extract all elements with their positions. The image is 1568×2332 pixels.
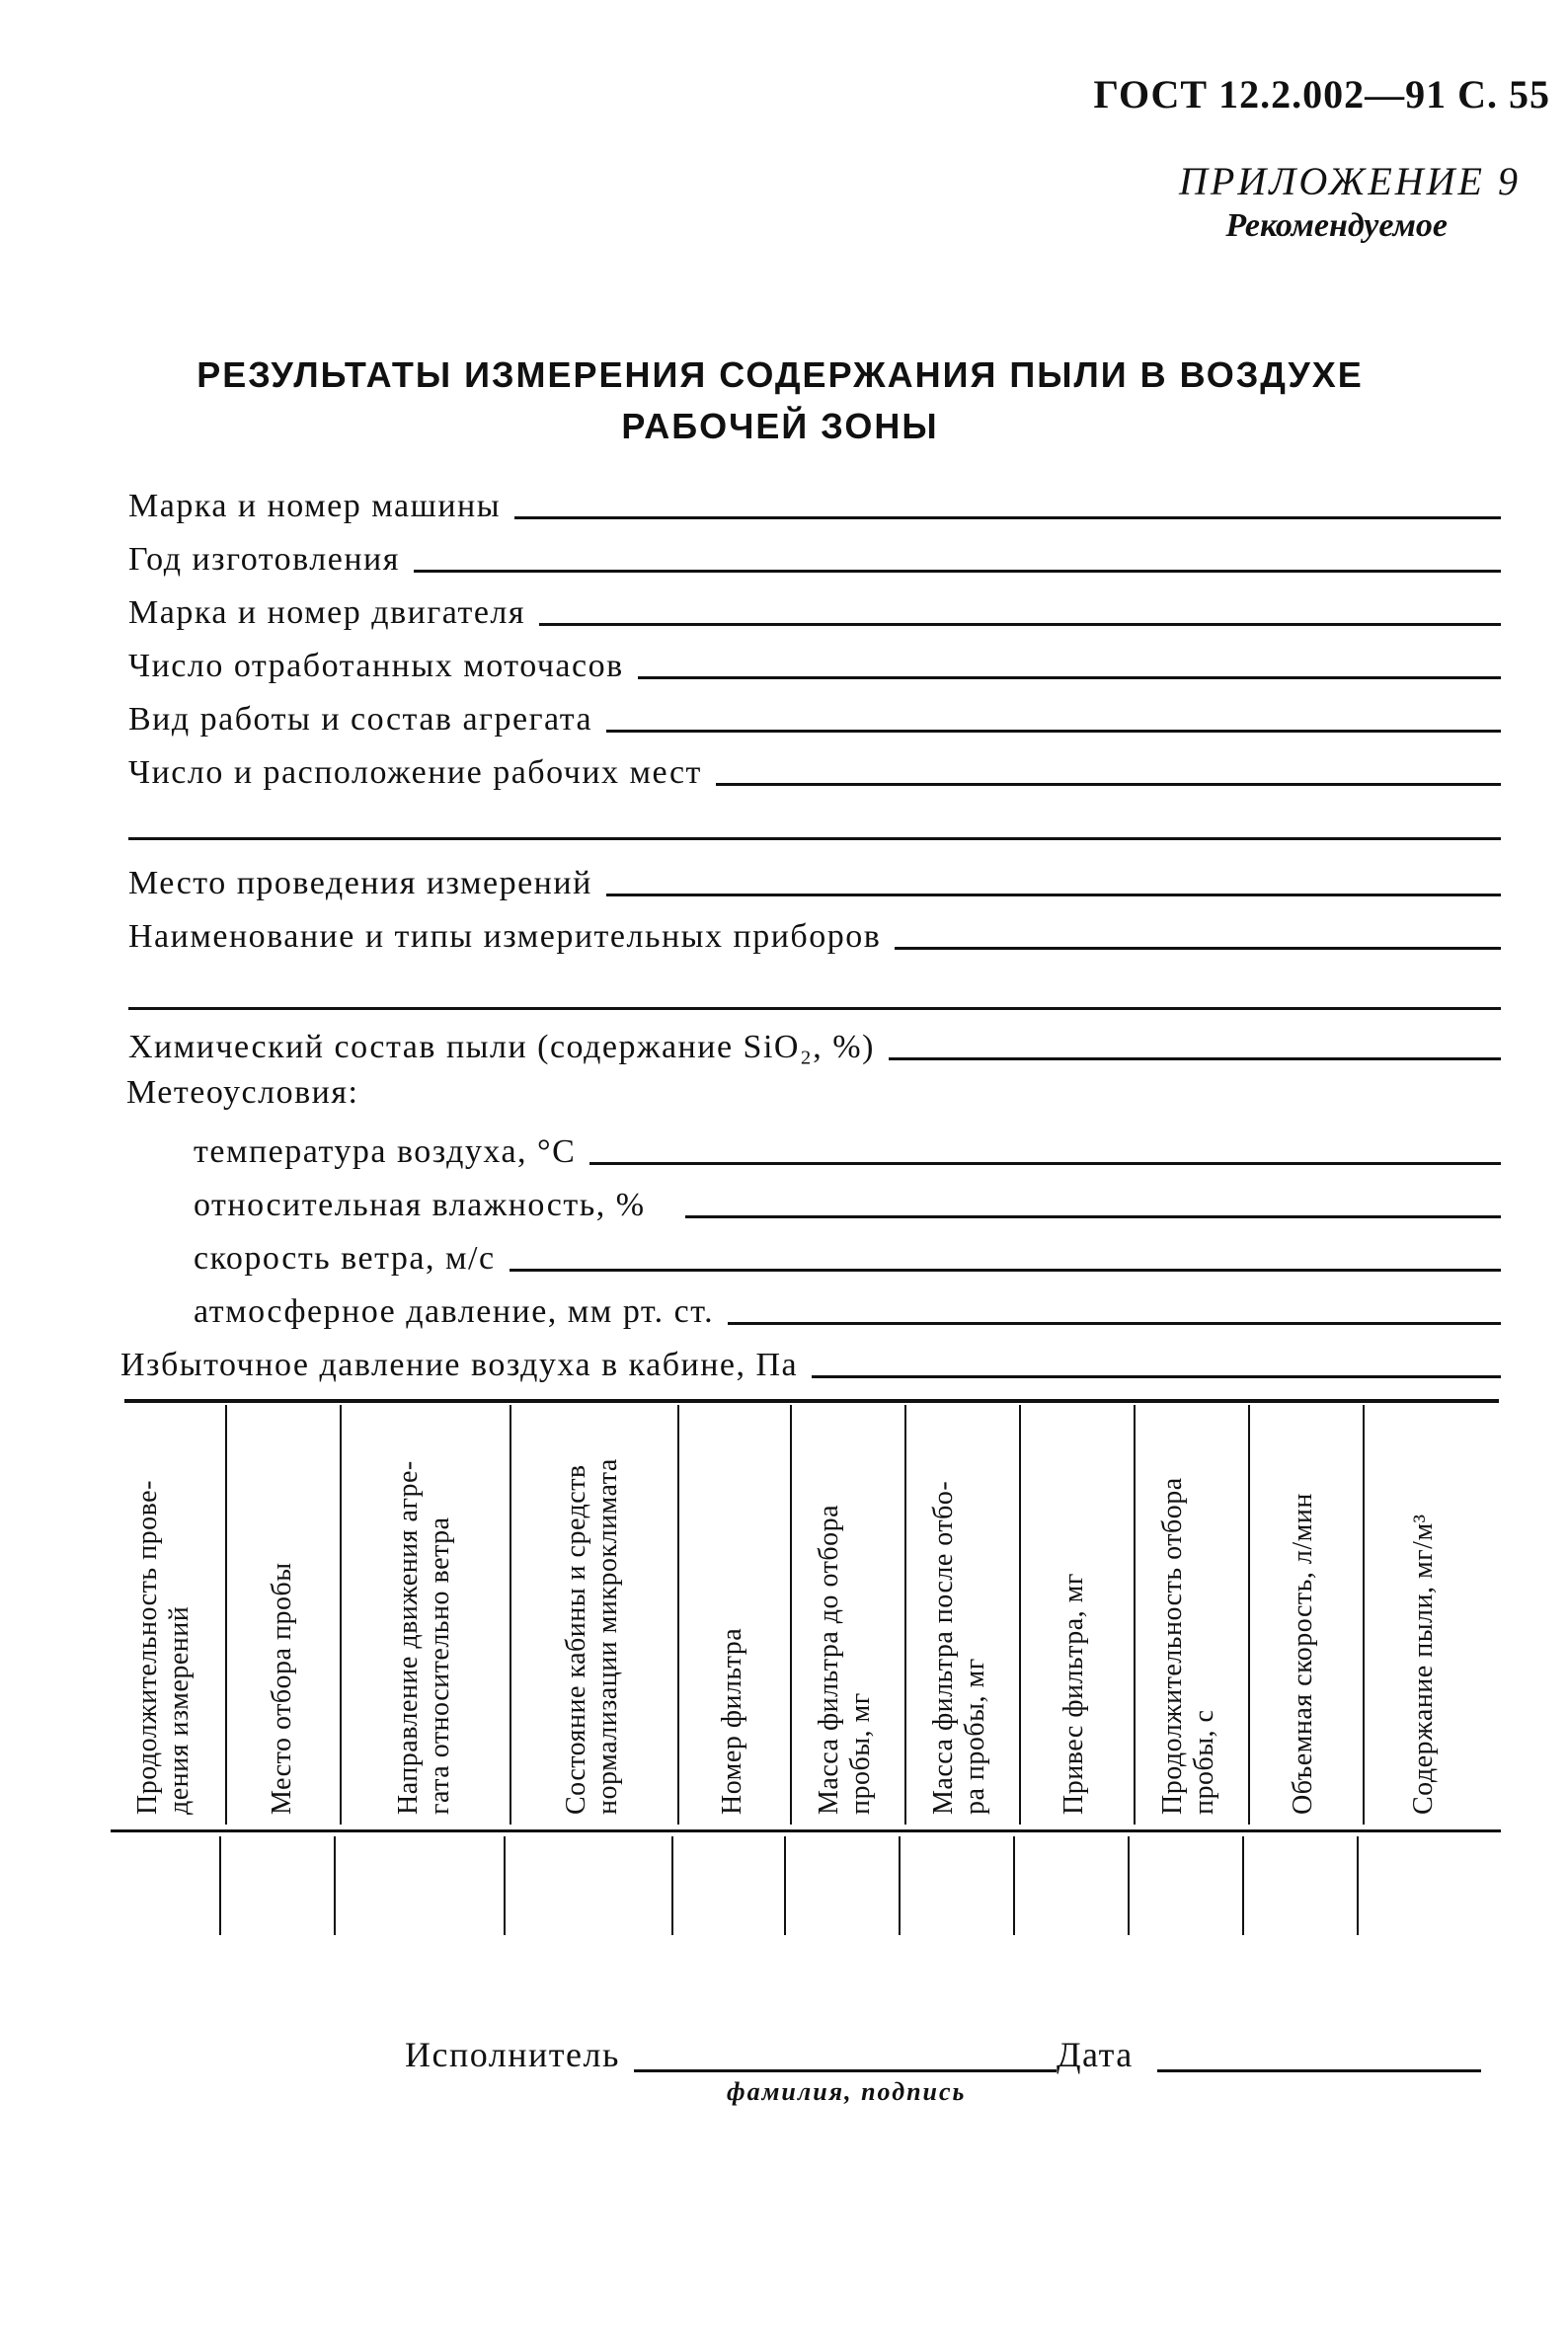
- title-line-1: РЕЗУЛЬТАТЫ ИЗМЕРЕНИЯ СОДЕРЖАНИЯ ПЫЛИ В ВОЗДУХЕ: [196, 354, 1364, 395]
- field-humidity-label: относительная влажность, %: [194, 1187, 646, 1223]
- executor-signature-line[interactable]: [634, 2069, 1057, 2072]
- table-col-cell: [792, 1410, 902, 1815]
- field-place-label: Место проведения измерений: [128, 865, 592, 901]
- field-work-blank[interactable]: [606, 730, 1501, 733]
- field-year-label: Год изготовления: [128, 541, 400, 578]
- field-overpressure-label: Избыточное давление воздуха в кабине, Па: [120, 1347, 799, 1383]
- table-col-cell: [1021, 1410, 1132, 1815]
- table-body-divider: [899, 1836, 901, 1935]
- table-col-header: Масса фильтра после отбо- ра пробы, мг: [928, 1480, 990, 1815]
- table-col-header: Содержание пыли, мг/м³: [1408, 1514, 1439, 1815]
- table-body-divider: [1013, 1836, 1015, 1935]
- field-pressure: [194, 1287, 1501, 1331]
- table-body-divider: [1128, 1836, 1130, 1935]
- table-col-header: Направление движения агре- гата относительно ветра: [393, 1460, 455, 1815]
- field-workplaces-label: Число и расположение рабочих мест: [128, 754, 702, 791]
- field-humidity-blank[interactable]: [685, 1215, 1501, 1218]
- field-year-blank[interactable]: [414, 570, 1501, 573]
- table-body-divider: [219, 1836, 221, 1935]
- field-chem-label: Химический состав пыли (содержание SiO₂, %): [128, 1029, 875, 1065]
- field-pressure-label: атмосферное давление, мм рт. ст.: [194, 1293, 715, 1330]
- table-col-cell: [1136, 1410, 1246, 1815]
- table-top-rule: [124, 1399, 1499, 1403]
- table-col-cell: [1250, 1410, 1361, 1815]
- table-col-header: Состояние кабины и средств нормализации микроклимата: [561, 1458, 623, 1815]
- appendix-label: ПРИЛОЖЕНИЕ 9: [1179, 159, 1521, 203]
- table-col-header: Масса фильтра до отбора пробы, мг: [814, 1504, 876, 1815]
- table-col-header: Продолжительность отбора пробы, с: [1157, 1477, 1219, 1815]
- table-col-cell: [342, 1410, 508, 1815]
- date-line[interactable]: [1157, 2069, 1481, 2072]
- field-workplaces-blank-2[interactable]: [128, 837, 1501, 840]
- table-col-cell: [227, 1410, 338, 1815]
- table-body-divider: [1242, 1836, 1244, 1935]
- table-col-header: Место отбора пробы: [267, 1562, 297, 1815]
- field-instruments-label: Наименование и типы измерительных приборов: [128, 918, 882, 955]
- table-body-divider: [504, 1836, 506, 1935]
- field-workplaces: [128, 748, 1501, 792]
- meteo-heading: Метеоусловия:: [126, 1074, 359, 1111]
- field-humidity: [194, 1181, 1501, 1224]
- table-body-divider: [334, 1836, 336, 1935]
- field-wind: [194, 1234, 1501, 1278]
- field-instruments-blank-2[interactable]: [128, 1007, 1501, 1010]
- appendix-status: Рекомендуемое: [1225, 207, 1448, 244]
- field-place: [128, 859, 1501, 902]
- field-workplaces-blank[interactable]: [716, 783, 1501, 786]
- field-place-blank[interactable]: [606, 894, 1501, 896]
- table-body-divider: [784, 1836, 786, 1935]
- field-hours-blank[interactable]: [638, 676, 1501, 679]
- table-col-header: Привес фильтра, мг: [1058, 1573, 1089, 1815]
- document-title: [118, 350, 1442, 452]
- field-temp: [194, 1127, 1501, 1171]
- field-temp-blank[interactable]: [589, 1162, 1501, 1165]
- table-header-rule: [111, 1829, 1501, 1832]
- field-machine-label: Марка и номер машины: [128, 488, 502, 524]
- field-chem: [128, 1023, 1501, 1066]
- field-engine: [128, 588, 1501, 632]
- table-col-cell: [511, 1410, 675, 1815]
- title-line-2: РАБОЧЕЙ ЗОНЫ: [621, 406, 939, 446]
- table-body-divider: [1357, 1836, 1359, 1935]
- field-hours: [128, 642, 1501, 685]
- field-instruments: [128, 912, 1501, 956]
- field-machine: [128, 482, 1501, 525]
- field-work-label: Вид работы и состав агрегата: [128, 701, 593, 738]
- executor-sublabel: фамилия, подпись: [727, 2077, 967, 2106]
- field-temp-label: температура воздуха, °С: [194, 1133, 577, 1170]
- field-engine-label: Марка и номер двигателя: [128, 594, 526, 631]
- standard-number: ГОСТ 12.2.002—91 С. 55: [1093, 72, 1550, 117]
- table-col-cell: [679, 1410, 788, 1815]
- date-label: Дата: [1057, 2035, 1134, 2074]
- table-col-cell: [906, 1410, 1017, 1815]
- table-col-cell: [1365, 1410, 1501, 1815]
- field-pressure-blank[interactable]: [728, 1322, 1501, 1325]
- field-year: [128, 535, 1501, 579]
- executor-label: Исполнитель: [405, 2035, 620, 2074]
- field-overpressure: [120, 1341, 1501, 1384]
- field-machine-blank[interactable]: [514, 516, 1501, 519]
- table-body-divider: [671, 1836, 673, 1935]
- table-col-cell: [124, 1410, 223, 1815]
- field-wind-label: скорость ветра, м/с: [194, 1240, 496, 1277]
- field-chem-blank[interactable]: [889, 1057, 1501, 1060]
- field-hours-label: Число отработанных моточасов: [128, 648, 624, 684]
- field-wind-blank[interactable]: [510, 1269, 1501, 1272]
- table-col-header: Номер фильтра: [717, 1627, 747, 1815]
- table-col-header: Продолжительность прове- дения измерений: [132, 1480, 195, 1815]
- field-overpressure-blank[interactable]: [812, 1375, 1501, 1378]
- field-work: [128, 695, 1501, 738]
- table-col-header: Объемная скорость, л/мин: [1288, 1493, 1318, 1815]
- field-instruments-blank[interactable]: [895, 947, 1501, 950]
- field-engine-blank[interactable]: [539, 623, 1501, 626]
